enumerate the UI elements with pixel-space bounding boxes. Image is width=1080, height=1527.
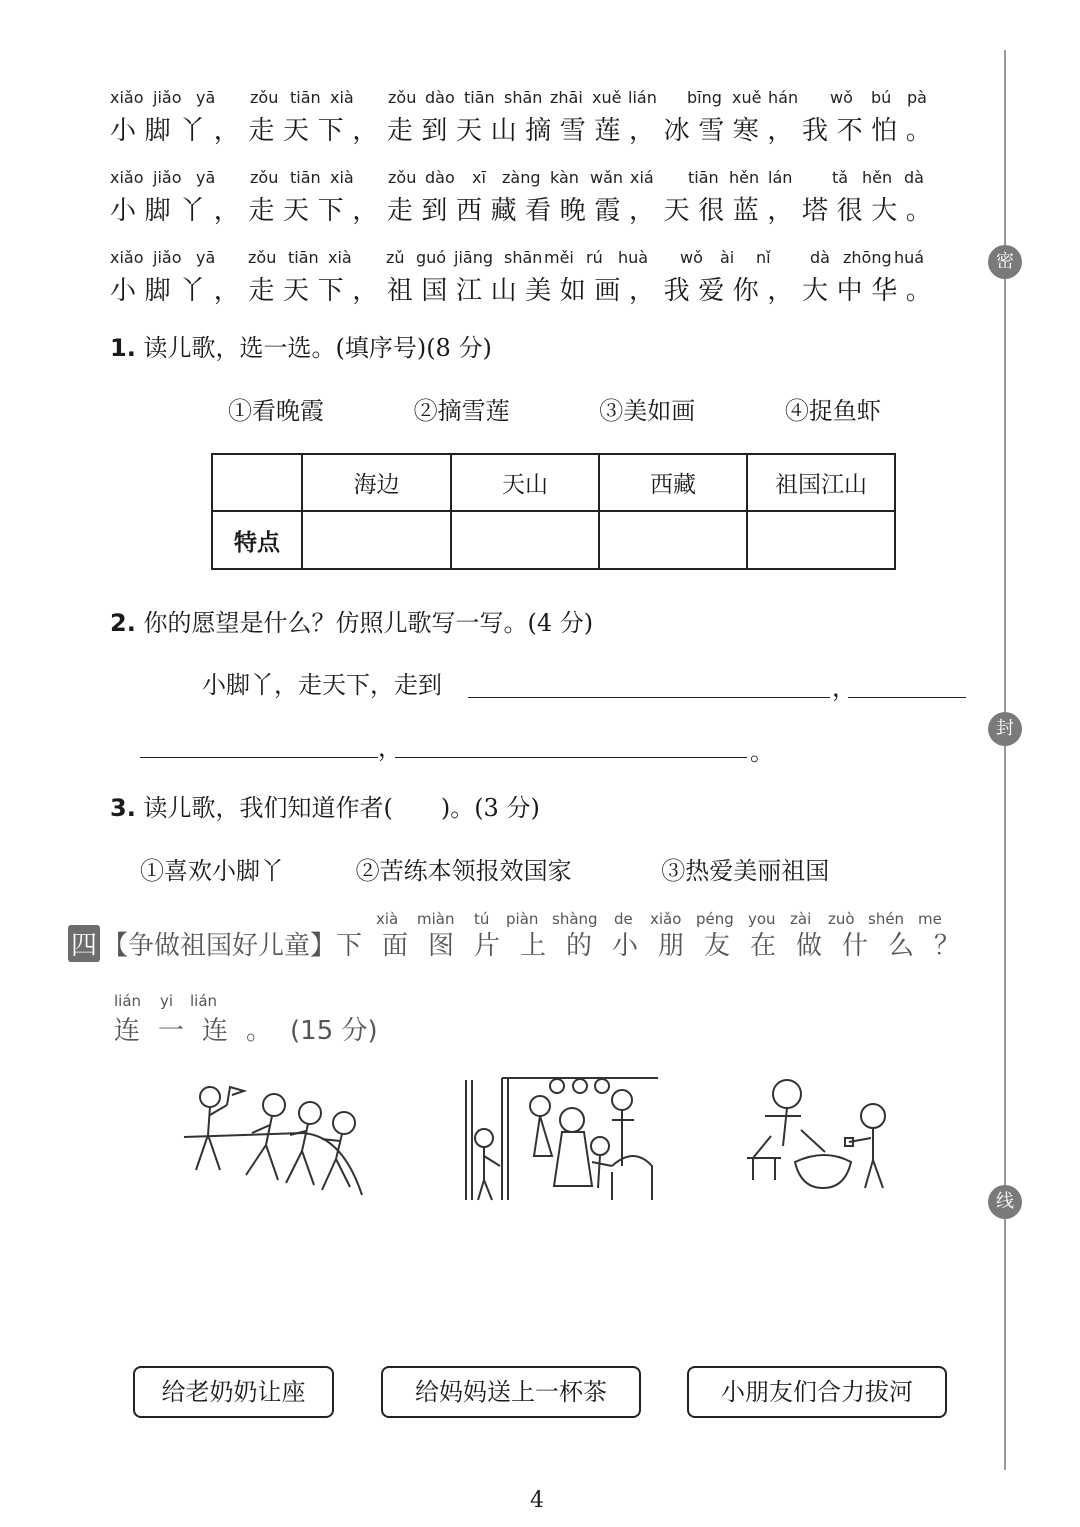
section-instruction: 连一连。 bbox=[114, 1016, 291, 1046]
table-header: 西藏 bbox=[599, 454, 747, 511]
answer-blank[interactable] bbox=[468, 697, 830, 698]
question-1 bbox=[110, 328, 492, 363]
poem-line-2 bbox=[110, 168, 970, 227]
answer-box-tug-of-war[interactable]: 小朋友们合力拔河 bbox=[687, 1366, 947, 1418]
comma: ， bbox=[832, 674, 856, 702]
q1-table bbox=[211, 453, 896, 570]
answer-box-serve-tea[interactable]: 给妈妈送上一杯茶 bbox=[381, 1366, 641, 1418]
comma: ， bbox=[378, 734, 402, 762]
option: ②苦练本领报效国家 bbox=[355, 857, 572, 885]
question-3 bbox=[110, 788, 540, 823]
poem-line-1 bbox=[110, 88, 970, 147]
poem-text: 小脚丫，走天下，走到西藏看晚霞，天很蓝，塔很大。 bbox=[110, 196, 941, 226]
seal-xian: 线 bbox=[988, 1185, 1022, 1219]
section4-pinyin-2: lián yi lián bbox=[114, 992, 218, 1010]
question-text: 你的愿望是什么？仿照儿歌写一写。(4 分) bbox=[143, 609, 594, 637]
option: ①喜欢小脚丫 bbox=[140, 857, 284, 885]
option: ①看晚霞 bbox=[228, 397, 324, 425]
poem-line-3 bbox=[110, 248, 970, 307]
answer-cell[interactable] bbox=[451, 511, 599, 569]
poem-text: 小脚丫，走天下，走到天山摘雪莲，冰雪寒，我不怕。 bbox=[110, 116, 941, 146]
answer-blank[interactable] bbox=[140, 757, 378, 758]
option: ④捉鱼虾 bbox=[784, 397, 881, 425]
section4-heading bbox=[68, 925, 980, 962]
bus-seat-picture bbox=[462, 1076, 660, 1202]
section-instruction: 下面图片上的小朋友在做什么？ bbox=[336, 931, 981, 961]
table-row-label: 特点 bbox=[212, 511, 302, 569]
seal-feng: 封 bbox=[988, 712, 1022, 746]
q3-options bbox=[140, 851, 829, 886]
answer-blank[interactable] bbox=[395, 757, 747, 758]
question-2 bbox=[110, 603, 593, 638]
question-number: 2. bbox=[110, 609, 136, 637]
question-number: 1. bbox=[110, 334, 136, 362]
answer-box-give-seat[interactable]: 给老奶奶让座 bbox=[133, 1366, 334, 1418]
option: ③美如画 bbox=[599, 397, 696, 425]
pinyin-row: xiǎo jiǎo yā zǒu tiān xià zǒu dào xī zàng kàn wǎn xiá tiān hěn lán tǎ hěn dà bbox=[110, 168, 924, 187]
answer-cell[interactable] bbox=[302, 511, 451, 569]
page-number: 4 bbox=[530, 1488, 544, 1513]
table-header: 祖国江山 bbox=[747, 454, 895, 511]
answer-cell[interactable] bbox=[599, 511, 747, 569]
question-number: 3. bbox=[110, 794, 136, 822]
pinyin-row: xiǎo jiǎo yā zǒu tiān xià zǔ guó jiāng shān měi rú huà wǒ ài nǐ dà zhōng huá bbox=[110, 248, 925, 267]
poem-text: 小脚丫，走天下，祖国江山美如画，我爱你，大中华。 bbox=[110, 276, 941, 306]
answer-blank[interactable] bbox=[848, 697, 966, 698]
section-badge: 四 bbox=[68, 925, 100, 962]
table-corner bbox=[212, 454, 302, 511]
q2-prefix: 小脚丫，走天下，走到 bbox=[202, 671, 442, 699]
table-header: 天山 bbox=[451, 454, 599, 511]
tug-of-war-picture bbox=[182, 1075, 378, 1200]
option: ②摘雪莲 bbox=[413, 397, 510, 425]
q1-options bbox=[228, 391, 881, 426]
section-title: 【争做祖国好儿童】 bbox=[102, 931, 337, 961]
option: ③热爱美丽祖国 bbox=[661, 857, 830, 885]
question-text: 读儿歌，我们知道作者( )。(3 分) bbox=[143, 794, 540, 822]
section4-line-2 bbox=[114, 1010, 378, 1047]
pinyin-row: xiǎo jiǎo yā zǒu tiān xià zǒu dào tiān shān zhāi xuě lián bīng xuě hán wǒ bú pà bbox=[110, 88, 927, 107]
section-score: (15 分) bbox=[290, 1016, 378, 1046]
section4-pinyin: xià miàn tú piàn shàng de xiǎo péng you zài zuò shén me bbox=[376, 910, 942, 928]
question-text: 读儿歌，选一选。(填序号)(8 分) bbox=[143, 334, 492, 362]
seal-mi: 密 bbox=[988, 245, 1022, 279]
period: 。 bbox=[750, 738, 774, 766]
answer-cell[interactable] bbox=[747, 511, 895, 569]
table-header: 海边 bbox=[302, 454, 451, 511]
tea-picture bbox=[745, 1076, 903, 1194]
